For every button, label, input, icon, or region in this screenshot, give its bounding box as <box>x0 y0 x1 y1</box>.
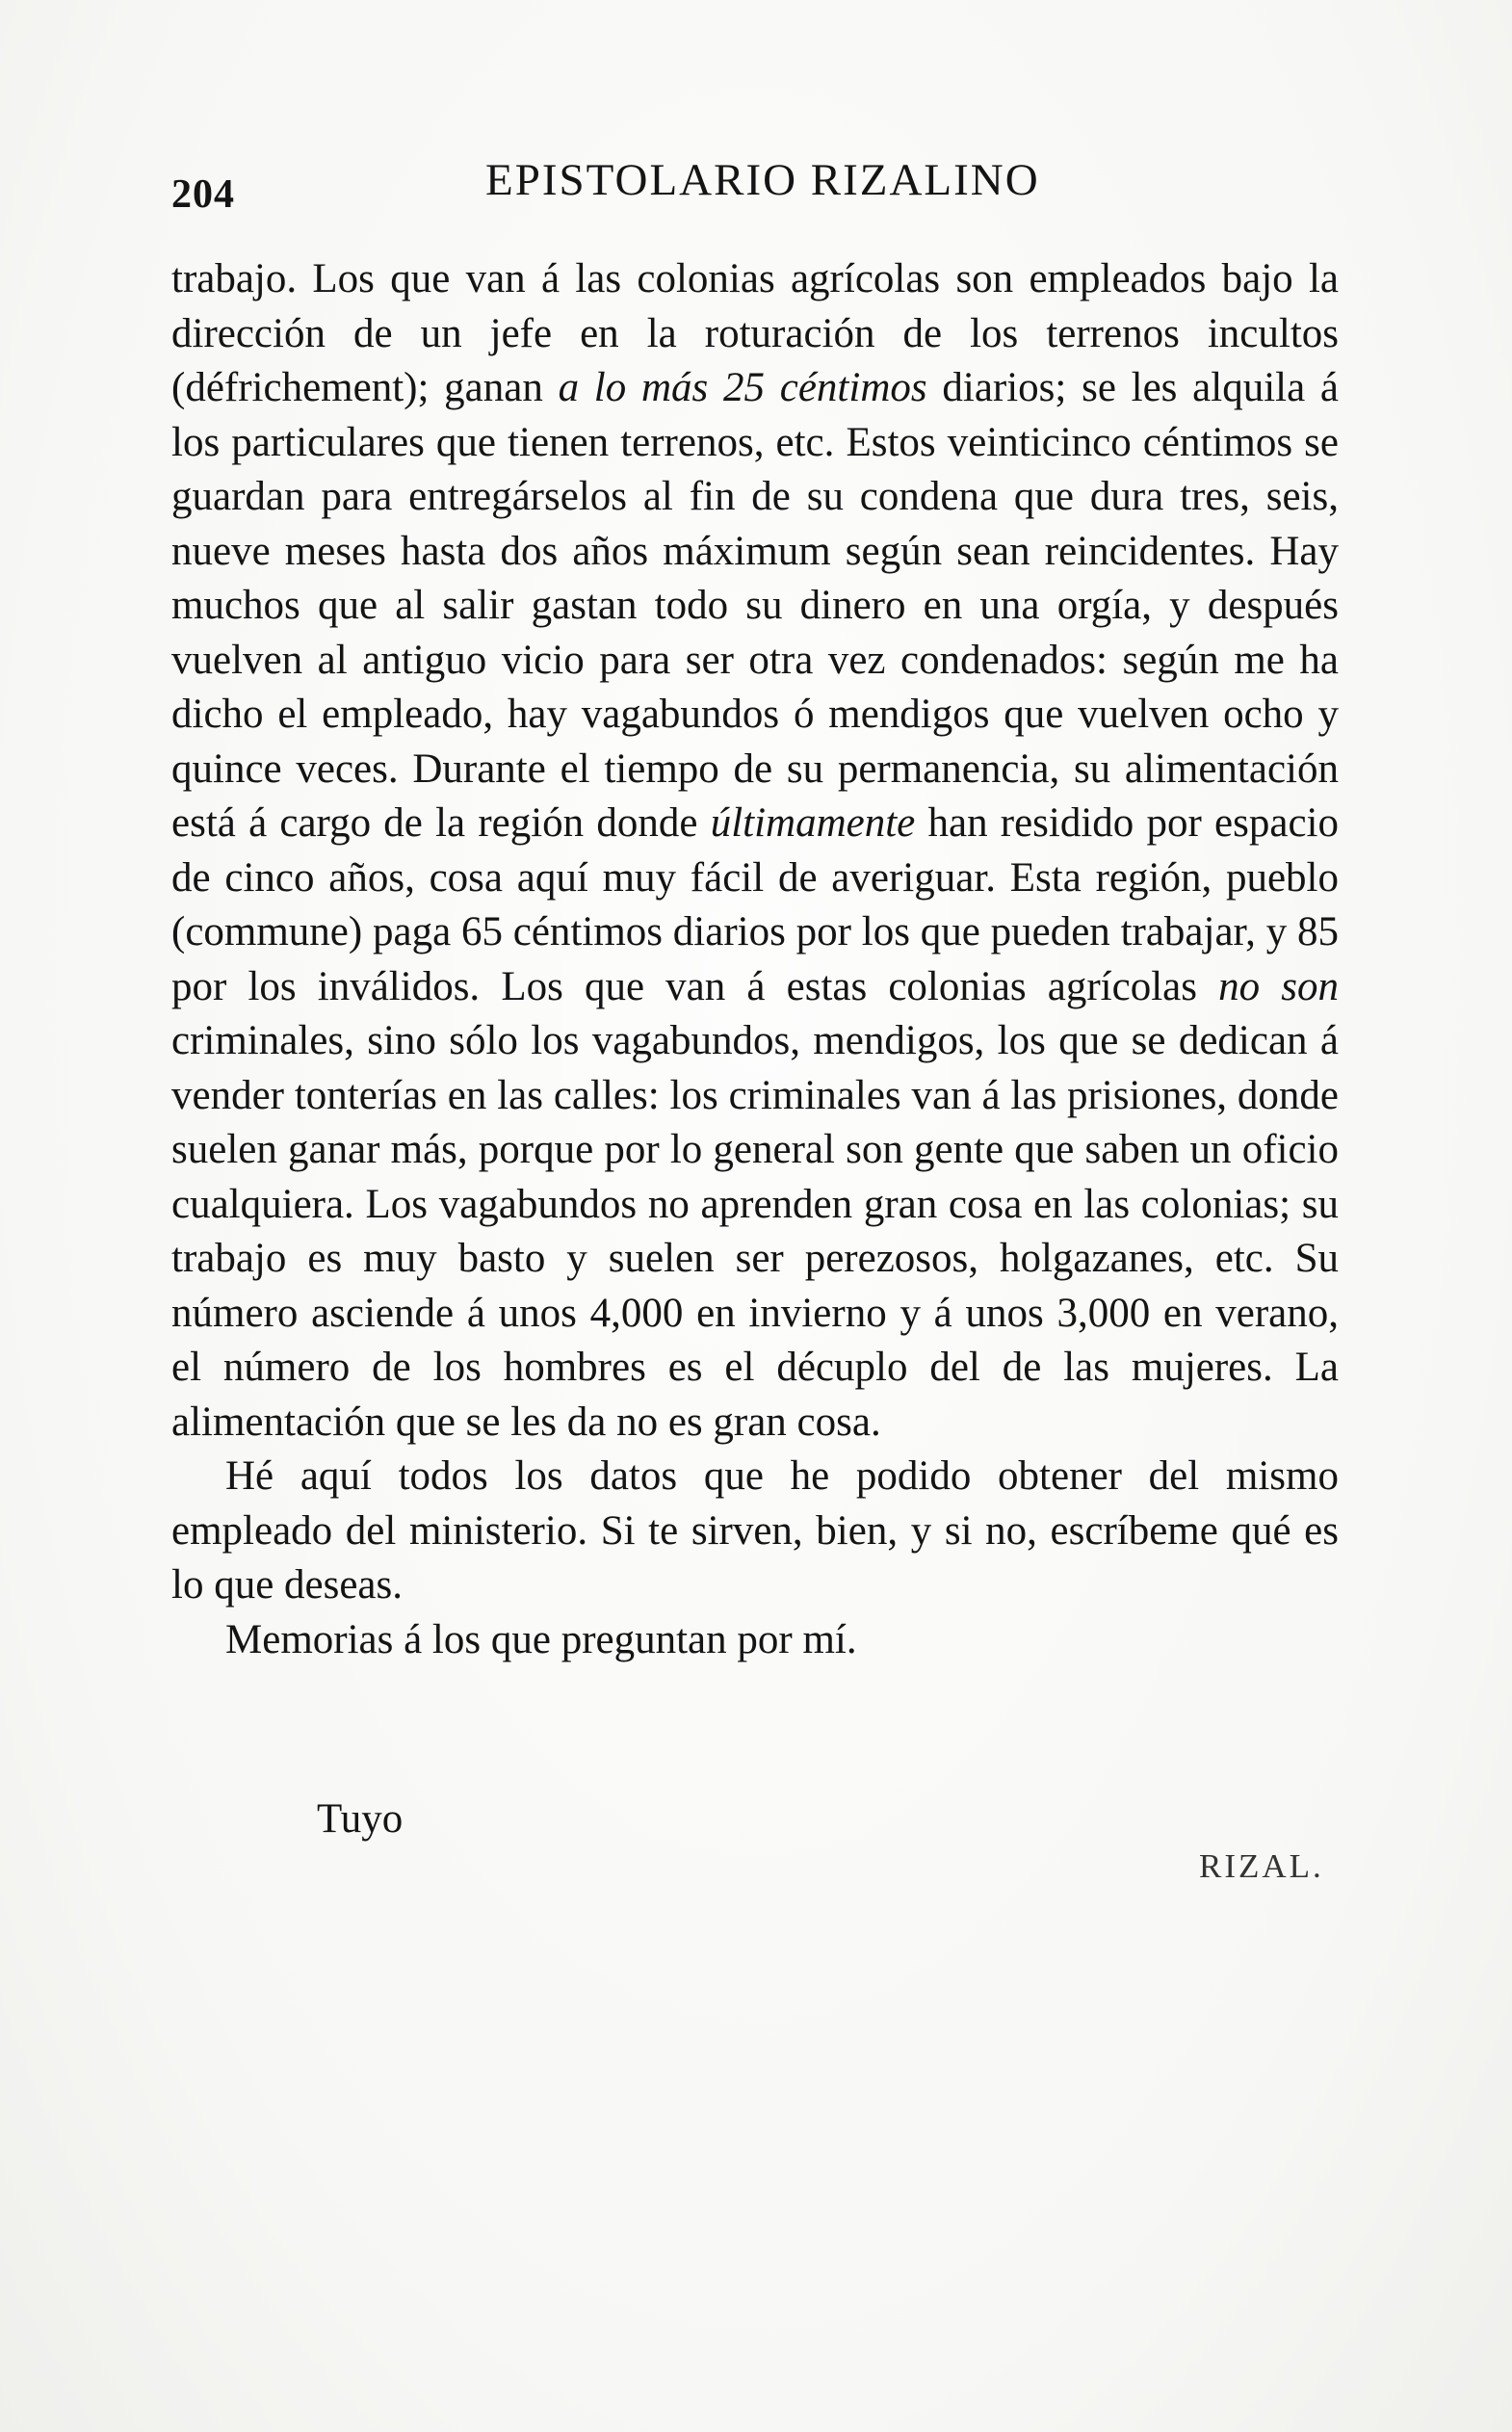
letter-body <box>171 252 1339 1667</box>
text-run: trabajo. Los que van á las colonias agrícolas son empleados bajo la dirección de un jefe en la roturación de los terrenos incultos (défrichement); ganan <box>171 256 1339 410</box>
paragraph-1 <box>171 252 1339 1450</box>
text-run: diarios; se les alquila á los particulares que tienen terrenos, etc. Estos veinticinco céntimos se guardan para entregárselos al fin de su condena que dura tres, seis, nueve meses hasta dos años máximum según sean reincidentes. Hay muchos que al salir gastan todo su dinero en una orgía, y después vuelven al antiguo vicio para ser otra vez condenados: según me ha dicho el empleado, hay vagabundos ó mendigos que vuelven ocho y quince veces. Durante el tiempo de su permanencia, su alimentación está á cargo de la región donde <box>171 365 1339 846</box>
signature: RIZAL. <box>1199 1847 1324 1885</box>
paragraph-2 <box>171 1450 1339 1613</box>
running-title: EPISTOLARIO RIZALINO <box>485 155 1040 205</box>
text-run: criminales, sino sólo los vagabundos, mendigos, los que se dedican á vender tonterías en las calles: los criminales van á las prisiones, donde suelen ganar más, porque por lo general son gente que saben un oficio cualquiera. Los vagabundos no aprenden gran cosa en las colonias; su trabajo es muy basto y suelen ser perezosos, holgazanes, etc. Su número asciende á unos 4,000 en invierno y á unos 3,000 en verano, el número de los hombres es el décuplo del de las mujeres. La alimentación que se les da no es gran cosa. <box>171 1018 1339 1445</box>
page-number: 204 <box>171 172 235 217</box>
italic-text-run: a lo más 25 céntimos <box>558 365 927 410</box>
italic-text-run: no son <box>1218 963 1339 1009</box>
italic-text-run: últimamente <box>710 800 916 846</box>
page-header <box>171 154 1327 217</box>
text-run: han residido por espacio de cinco años, cosa aquí muy fácil de averiguar. Esta región, pueblo (commune) paga 65 céntimos diarios por los que pueden trabajar, y 85 por los inválidos. Los que van á estas colonias agrícolas <box>171 800 1339 1009</box>
text-run: Hé aquí todos los datos que he podido obtener del mismo empleado del ministerio. Si te sirven, bien, y si no, escríbeme qué es lo que deseas. <box>171 1453 1339 1608</box>
paragraph-3 <box>171 1613 1339 1668</box>
text-run: Memorias á los que preguntan por mí. <box>225 1616 857 1662</box>
closing-salutation: Tuyo <box>317 1796 404 1842</box>
